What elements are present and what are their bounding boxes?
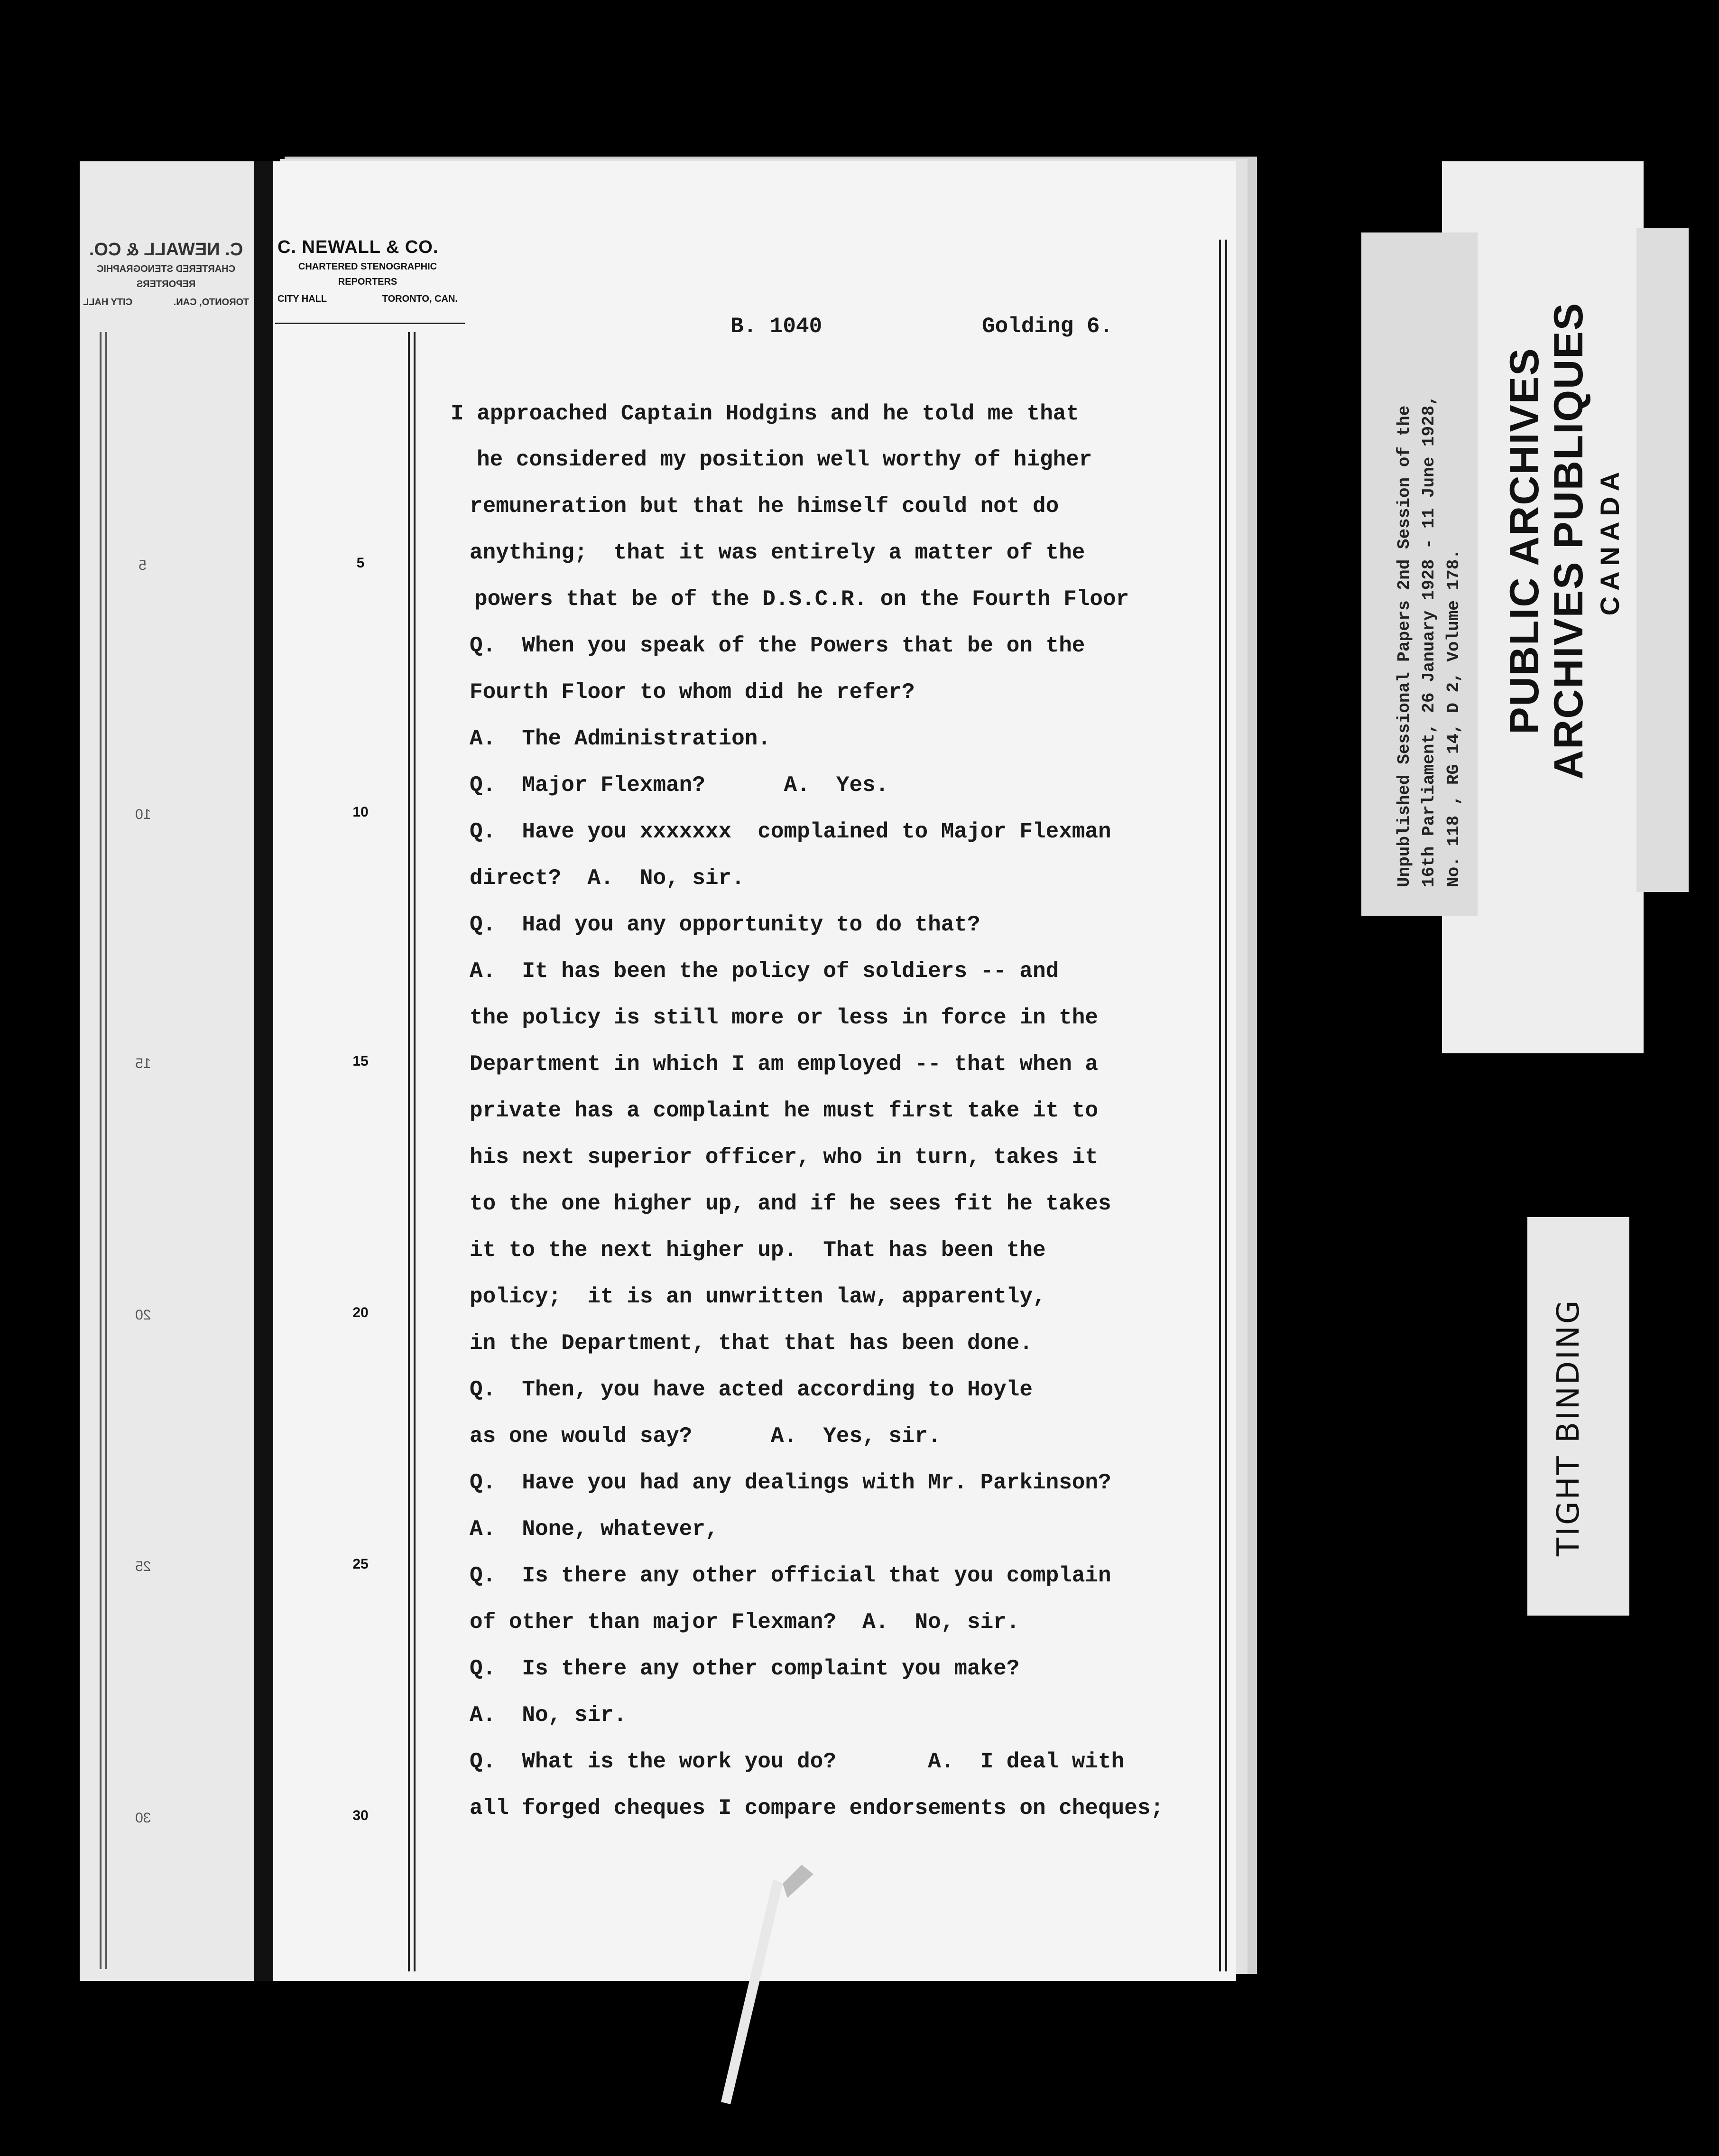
transcript-line: as one would say? A. Yes, sir. <box>470 1424 941 1449</box>
page-number: B. 1040 <box>730 314 823 339</box>
archive-stamp: PUBLIC ARCHIVES ARCHIVES PUBLIQUES CANADA <box>1502 302 1625 780</box>
firm-name: C. NEWALL & CO. <box>277 237 439 257</box>
left-margin-rule <box>408 332 410 1971</box>
transcript-line: powers that be of the D.S.C.R. on the Fourth Floor <box>474 587 1129 612</box>
transcript-line: Department in which I am employed -- that when a <box>470 1052 1099 1077</box>
transcript-line: A. It has been the policy of soldiers -- and <box>470 959 1059 984</box>
transcript-line: in the Department, that that has been done. <box>470 1331 1033 1356</box>
line-number: 10 <box>352 804 369 820</box>
stenographer-header: C. NEWALL & CO. CHARTERED STENOGRAPHIC REPORTERS CITY HALL TORONTO, CAN. <box>277 237 458 304</box>
transcript-line: Fourth Floor to whom did he refer? <box>470 680 915 705</box>
right-margin-rule <box>1219 240 1221 1971</box>
transcript-line: A. No, sir. <box>470 1703 627 1728</box>
transcript-line: his next superior officer, who in turn, takes it <box>470 1145 1099 1170</box>
transcript-line: of other than major Flexman? A. No, sir. <box>470 1610 1020 1635</box>
back-line-number: 25 <box>135 1559 151 1574</box>
back-line-number: 30 <box>135 1810 151 1826</box>
transcript-line: A. None, whatever, <box>470 1517 719 1542</box>
line-number: 5 <box>356 555 365 571</box>
transcript-line: Q. Had you any opportunity to do that? <box>470 912 980 937</box>
transcript-line: it to the next higher up. That has been the <box>470 1238 1046 1263</box>
transcript-line: Q. Then, you have acted according to Hoyle <box>470 1377 1033 1402</box>
transcript-line: Q. Have you xxxxxxx complained to Major Flexman <box>470 819 1111 844</box>
back-line-number: 10 <box>135 807 151 822</box>
transcript-line: Q. When you speak of the Powers that be on the <box>470 633 1085 658</box>
back-line-number: 5 <box>139 558 147 573</box>
transcript-line: Q. Is there any other complaint you make? <box>470 1656 1020 1681</box>
transcript-line: to the one higher up, and if he sees fit he takes <box>470 1191 1111 1216</box>
binding-gutter <box>254 161 273 1981</box>
left-margin-rule <box>414 332 416 1971</box>
transcript-line: policy; it is an unwritten law, apparently, <box>470 1284 1046 1309</box>
transcript-line: Q. What is the work you do? A. I deal with <box>470 1749 1125 1774</box>
transcript-line: remuneration but that he himself could not do <box>470 494 1059 519</box>
line-number: 20 <box>352 1305 369 1320</box>
line-number: 25 <box>352 1556 369 1572</box>
line-number: 15 <box>352 1053 369 1069</box>
transcript-line: private has a complaint he must first take it to <box>470 1098 1099 1123</box>
back-line-number: 20 <box>135 1307 151 1323</box>
transcript-line: A. The Administration. <box>470 726 771 751</box>
transcript-line: he considered my position well worthy of higher <box>477 447 1092 472</box>
transcript-line: Q. Major Flexman? A. Yes. <box>470 773 889 798</box>
sessional-label: Unpublished Sessional Papers 2nd Session of the 16th Parliament, 26 January 1928 - 11 June 1928, No. 118 , RG 14, D 2, Volume 178. <box>1395 395 1463 887</box>
header-rule <box>275 323 465 324</box>
back-margin-rule <box>100 332 102 1969</box>
transcript-line: all forged cheques I compare endorsements on cheques; <box>470 1796 1164 1821</box>
back-page-header-mirrored: C. NEWALL & CO. CHARTERED STENOGRAPHIC REPORTERS TORONTO, CAN. CITY HALL <box>83 240 249 307</box>
transcript-line: Q. Have you had any dealings with Mr. Parkinson? <box>470 1470 1111 1495</box>
transcript-line: anything; that it was entirely a matter of the <box>470 540 1085 565</box>
archive-slip-fold <box>1636 228 1689 892</box>
transcript-line: I approached Captain Hodgins and he told me that <box>451 401 1080 426</box>
right-margin-rule <box>1225 240 1227 1971</box>
witness-name: Golding 6. <box>982 314 1113 339</box>
back-line-number: 15 <box>135 1056 151 1071</box>
transcript-line: direct? A. No, sir. <box>470 866 745 891</box>
transcript-line: the policy is still more or less in force in the <box>470 1005 1099 1030</box>
back-margin-rule <box>105 332 107 1969</box>
line-number: 30 <box>352 1808 369 1823</box>
tight-binding-note: TIGHT BINDING <box>1551 1298 1586 1556</box>
pointer-tool-icon <box>712 1865 825 2111</box>
transcript-line: Q. Is there any other official that you complain <box>470 1563 1111 1588</box>
